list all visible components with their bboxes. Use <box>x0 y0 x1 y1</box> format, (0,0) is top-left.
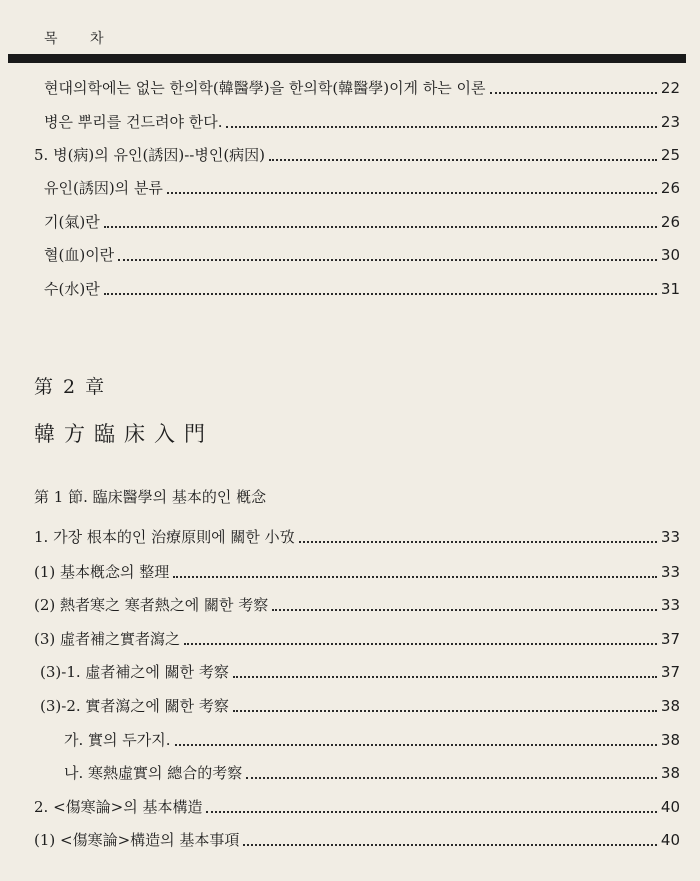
toc-leader-dots <box>226 125 656 128</box>
toc-leader-dots <box>206 810 656 813</box>
toc-entry[interactable] <box>34 628 680 649</box>
toc-entry-page: 38 <box>660 764 680 782</box>
toc-leader-dots <box>243 843 656 846</box>
toc-leader-dots <box>104 225 657 228</box>
toc-entry[interactable] <box>34 796 680 817</box>
toc-leader-dots <box>167 191 657 194</box>
toc-entry[interactable] <box>44 111 680 132</box>
toc-entry-page: 37 <box>660 663 680 681</box>
toc-entry-page: 31 <box>660 280 680 298</box>
toc-entry[interactable] <box>34 829 680 850</box>
toc-entry-page: 38 <box>660 697 680 715</box>
toc-entry[interactable] <box>44 244 680 265</box>
chapter-title: 韓方臨床入門 <box>34 422 214 446</box>
toc-entry-page: 33 <box>660 563 680 581</box>
toc-entry[interactable] <box>34 594 680 615</box>
toc-entry-title: 2. <傷寒論>의 基本構造 <box>34 798 203 816</box>
toc-entry[interactable] <box>40 695 680 716</box>
toc-entry-page: 26 <box>660 179 680 197</box>
toc-entry-title: 기(氣)란 <box>44 213 100 231</box>
toc-entry-title: (3) 虛者補之實者瀉之 <box>34 630 181 648</box>
toc-entry-page: 25 <box>660 146 680 164</box>
toc-entry-page: 33 <box>660 596 680 614</box>
section-heading: 第 1 節. 臨床醫學의 基本的인 槪念 <box>34 488 267 506</box>
toc-entry-title: (3)-2. 實者瀉之에 關한 考察 <box>40 697 229 715</box>
toc-entry-title: 1. 가장 根本的인 治療原則에 關한 小攷 <box>34 528 295 546</box>
toc-entry[interactable] <box>44 77 680 98</box>
toc-entry-page: 40 <box>660 831 680 849</box>
toc-leader-dots <box>175 743 657 746</box>
toc-entry-title: 병은 뿌리를 건드려야 한다. <box>44 113 223 131</box>
toc-entry-title: 유인(誘因)의 분류 <box>44 179 163 197</box>
toc-leader-dots <box>490 91 657 94</box>
toc-entry-title: 현대의학에는 없는 한의학(韓醫學)을 한의학(韓醫學)이게 하는 이론 <box>44 79 486 97</box>
toc-entry[interactable] <box>34 526 680 547</box>
toc-entry[interactable] <box>44 211 680 232</box>
toc-entry-title: (2) 熱者寒之 寒者熱之에 關한 考察 <box>34 596 269 614</box>
toc-entry-title: (1) 基本槪念의 整理 <box>34 563 170 581</box>
toc-entry-page: 40 <box>660 798 680 816</box>
toc-entry-title: 가. 實의 두가지. <box>64 731 171 749</box>
toc-entry-page: 38 <box>660 731 680 749</box>
toc-leader-dots <box>118 258 657 261</box>
toc-leader-dots <box>173 575 657 578</box>
toc-leader-dots <box>233 709 657 712</box>
header-rule <box>8 54 686 63</box>
toc-entry-page: 22 <box>660 79 680 97</box>
toc-entry-page: 30 <box>660 246 680 264</box>
toc-leader-dots <box>104 292 657 295</box>
toc-entry[interactable] <box>44 278 680 299</box>
chapter-label: 第 2 章 <box>34 376 107 398</box>
toc-leader-dots <box>272 608 657 611</box>
toc-entry-title: 혈(血)이란 <box>44 246 115 264</box>
toc-leader-dots <box>299 540 657 543</box>
toc-entry[interactable] <box>64 729 680 750</box>
toc-entry-title: (3)-1. 虛者補之에 關한 考察 <box>40 663 229 681</box>
toc-leader-dots <box>246 776 657 779</box>
toc-entry[interactable] <box>44 177 680 198</box>
toc-entry-title: 5. 병(病)의 유인(誘因)--병인(病因) <box>34 146 266 164</box>
toc-leader-dots <box>269 158 657 161</box>
toc-leader-dots <box>233 675 657 678</box>
toc-entry-title: 수(水)란 <box>44 280 100 298</box>
toc-entry-page: 33 <box>660 528 680 546</box>
toc-entry[interactable] <box>40 661 680 682</box>
toc-entry-page: 23 <box>660 113 680 131</box>
toc-entry[interactable] <box>34 144 680 165</box>
toc-leader-dots <box>184 642 657 645</box>
toc-entry[interactable] <box>64 762 680 783</box>
toc-entry-title: 나. 寒熱虛實의 總合的考察 <box>64 764 243 782</box>
toc-entry-page: 26 <box>660 213 680 231</box>
toc-entry[interactable] <box>34 561 680 582</box>
toc-entry-title: (1) <傷寒論>構造의 基本事項 <box>34 831 240 849</box>
toc-entry-page: 37 <box>660 630 680 648</box>
page-header-label: 목 차 <box>44 31 118 47</box>
